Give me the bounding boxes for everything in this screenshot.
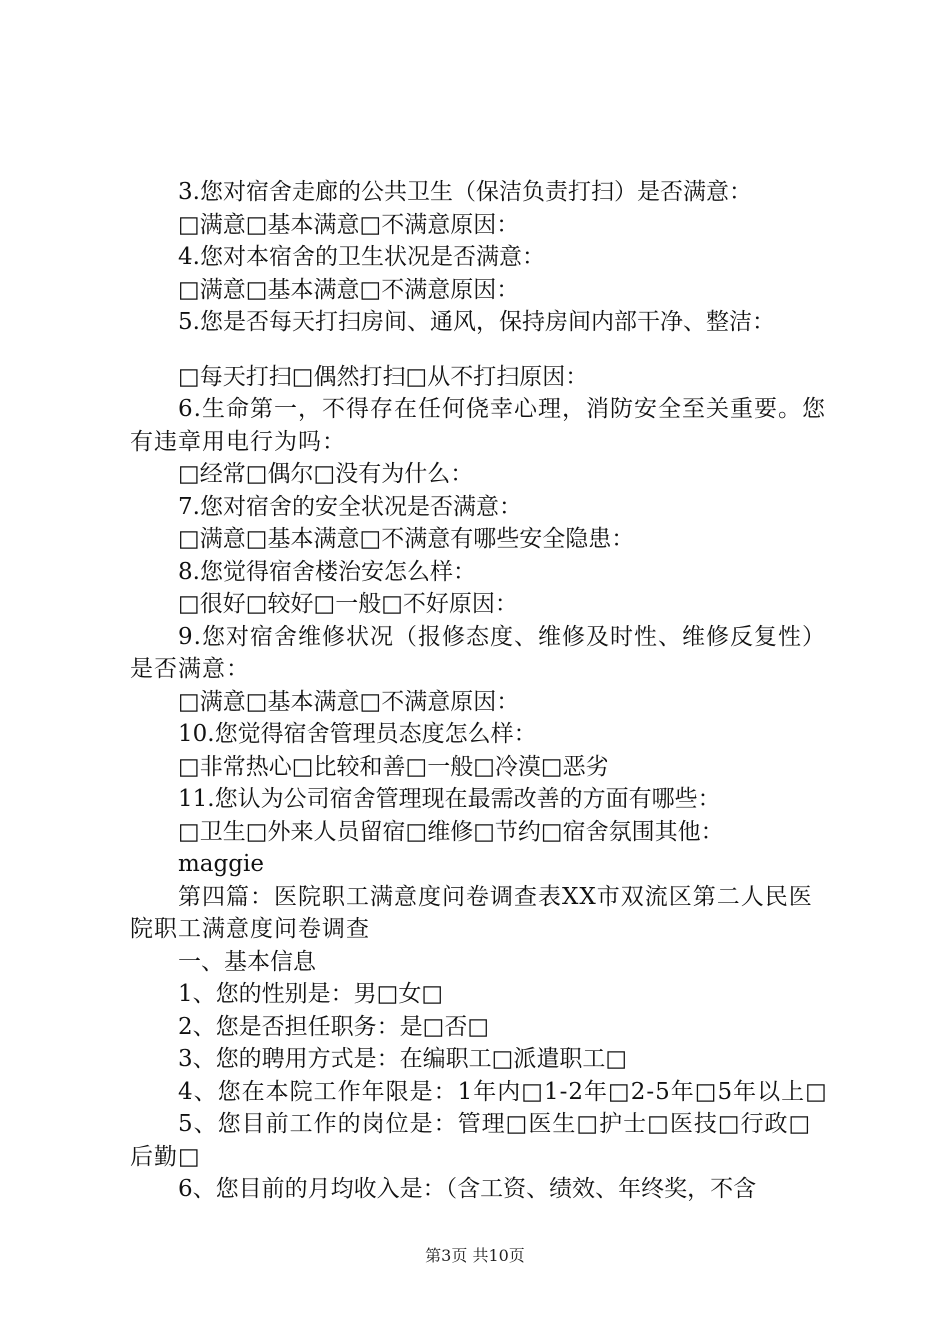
question-6: 6.生命第一，不得存在任何侥幸心理，消防安全至关重要。您有违章用电行为吗： [130, 396, 826, 455]
question-10-options: □非常热心□比较和善□一般□冷漠□恶劣 [178, 753, 609, 780]
question-3: 3.您对宿舍走廊的公共卫生（保洁负责打扫）是否满意： [178, 179, 752, 205]
question-9-options: □满意□基本满意□不满意原因： [178, 688, 520, 715]
info-gender: 1、您的性别是：男□女□ [178, 981, 444, 1007]
section-title: 第四篇：医院职工满意度问卷调查表XX市双流区第二人民医院职工满意度问卷调查 [130, 883, 813, 942]
document-body [130, 176, 835, 1206]
page-footer: 第3页 共10页 [425, 1246, 525, 1265]
info-years: 4、您在本院工作年限是：1年内□1-2年□2-5年□5年以上□ [178, 1078, 828, 1105]
question-11: 11.您认为公司宿舍管理现在最需改善的方面有哪些： [178, 786, 721, 812]
question-4: 4.您对本宿舍的卫生状况是否满意： [178, 244, 545, 270]
question-7-options: □满意□基本满意□不满意有哪些安全隐患： [178, 526, 635, 552]
blank-gap [130, 339, 835, 361]
info-employment: 3、您的聘用方式是：在编职工□派遣职工□ [178, 1046, 628, 1072]
question-10: 10.您觉得宿舍管理员态度怎么样： [178, 721, 537, 747]
author-name: maggie [178, 851, 264, 877]
question-5: 5.您是否每天打扫房间、通风，保持房间内部干净、整洁： [178, 309, 775, 335]
info-post: 5、您目前工作的岗位是：管理□医生□护士□医技□行政□后勤□ [130, 1111, 812, 1170]
question-8-options: □很好□较好□一般□不好原因： [178, 591, 518, 617]
info-income: 6、您目前的月均收入是：（含工资、绩效、年终奖，不含 [178, 1176, 757, 1202]
question-11-options: □卫生□外来人员留宿□维修□节约□宿舍氛围其他： [178, 818, 724, 845]
question-4-options: □满意□基本满意□不满意原因： [178, 276, 520, 303]
question-8: 8.您觉得宿舍楼治安怎么样： [178, 558, 476, 585]
info-position: 2、您是否担任职务：是□否□ [178, 1013, 490, 1040]
question-9: 9.您对宿舍维修状况（报修态度、维修及时性、维修反复性）是否满意： [130, 623, 826, 682]
question-6-options: □经常□偶尔□没有为什么： [178, 461, 474, 487]
section-heading: 一、基本信息 [178, 948, 316, 975]
question-3-options: □满意□基本满意□不满意原因： [178, 211, 520, 238]
question-7: 7.您对宿舍的安全状况是否满意： [178, 493, 522, 520]
question-5-options: □每天打扫□偶然打扫□从不打扫原因： [178, 363, 589, 390]
